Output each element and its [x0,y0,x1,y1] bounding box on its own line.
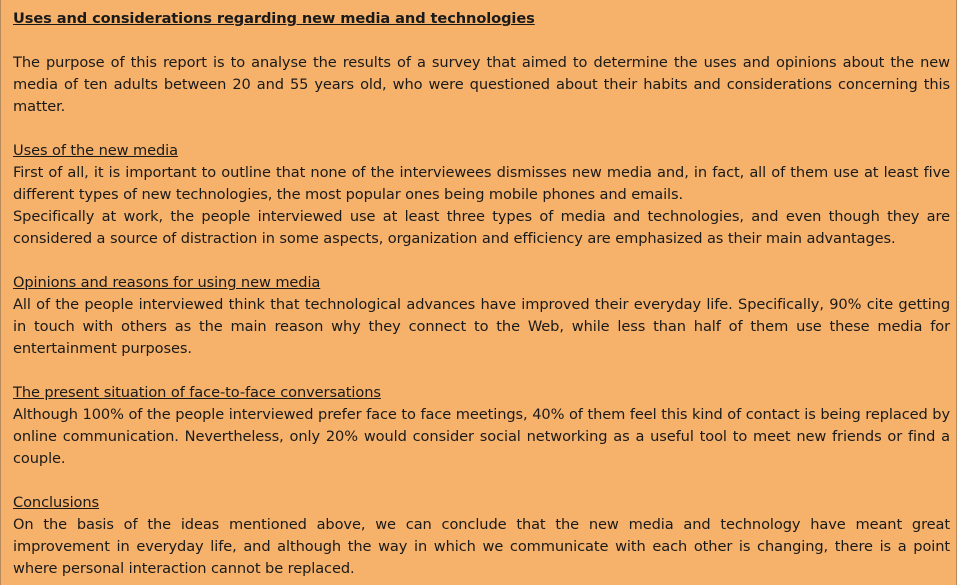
spacer [13,30,950,52]
spacer [13,250,950,272]
spacer [13,118,950,140]
report-title: Uses and considerations regarding new media and technologies [13,10,535,27]
opinions-paragraph: All of the people interviewed think that technological advances have improved their everyday life. Specifically, 90% cite getting in touch with others as the main reason why they connect to the Web, while less than half of them use these media for entertainment purposes. [13,296,950,357]
spacer [13,470,950,492]
intro-paragraph: The purpose of this report is to analyse the results of a survey that aimed to determine the uses and opinions about the new media of ten adults between 20 and 55 years old, who were questioned about their habits and considerations concerning this matter. [13,54,950,115]
section-heading-uses: Uses of the new media [13,142,178,159]
section-heading-face-to-face: The present situation of face-to-face conversations [13,384,381,401]
uses-paragraph-2: Specifically at work, the people interviewed use at least three types of media and technologies, and even though they are considered a source of distraction in some aspects, organization and efficiency are emphasized as their main advantages. [13,208,950,247]
face-to-face-paragraph: Although 100% of the people interviewed prefer face to face meetings, 40% of them feel this kind of contact is being replaced by online communication. Nevertheless, only 20% would consider social networking as a useful tool to meet new friends or find a couple. [13,406,950,467]
spacer [13,360,950,382]
section-heading-opinions: Opinions and reasons for using new media [13,274,321,291]
section-heading-conclusions: Conclusions [13,494,100,511]
conclusions-paragraph: On the basis of the ideas mentioned above, we can conclude that the new media and technology have meant great improvement in everyday life, and although the way in which we communicate with each other is changing, there is a point where personal interaction cannot be replaced. [13,516,950,577]
uses-paragraph-1: First of all, it is important to outline that none of the interviewees dismisses new media and, in fact, all of them use at least five different types of new technologies, the most popular ones being mobile phones and emails. [13,164,950,203]
